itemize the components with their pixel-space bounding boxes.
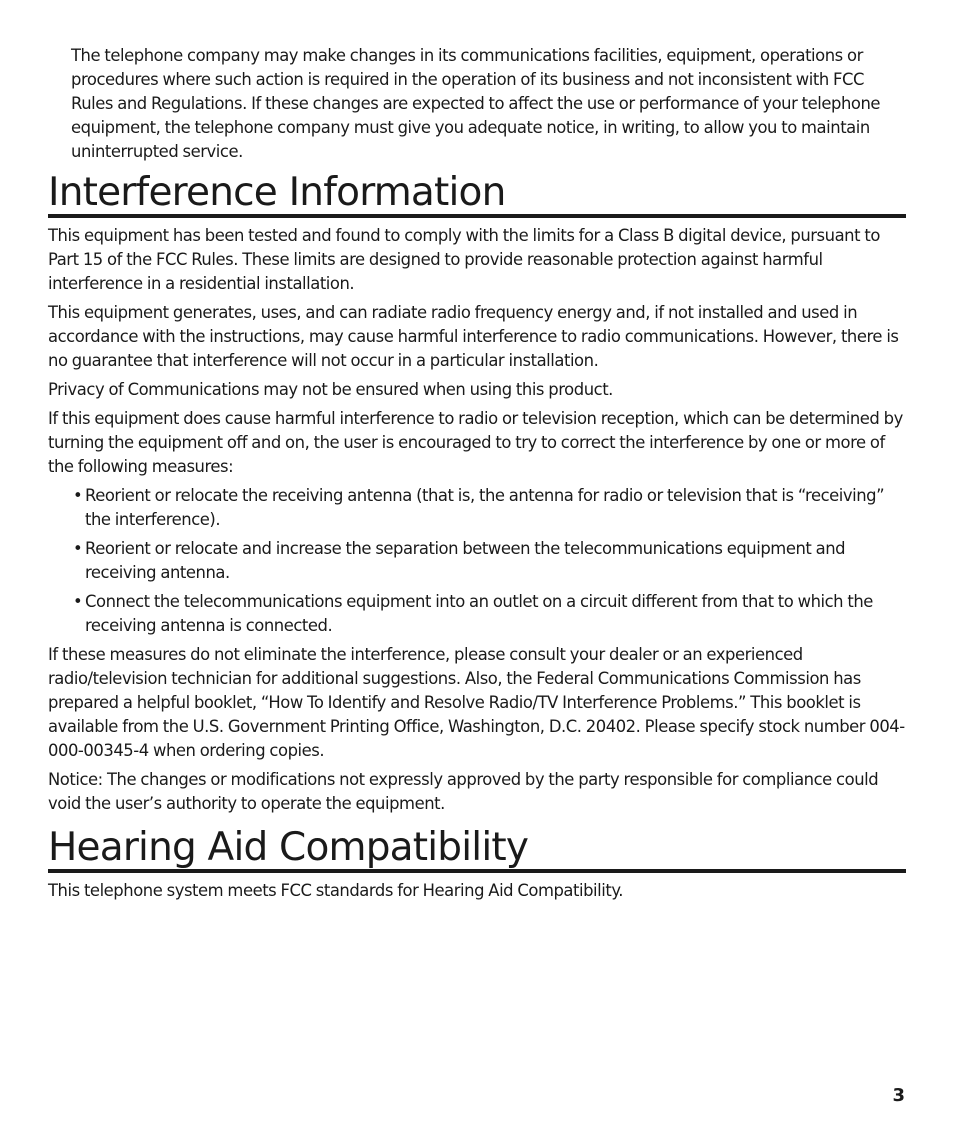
hearing-aid-paragraph: This telephone system meets FCC standards for Hearing Aid Compatibility. — [48, 881, 624, 900]
list-item-text: Reorient or relocate the receiving antenna (that is, the antenna for radio or television that is “receiving” the interference). — [85, 486, 885, 529]
interference-heading: Interference Information — [48, 172, 906, 218]
interference-paragraph-4: If this equipment does cause harmful interference to radio or television reception, which can be determined by turning the equipment off and on, the user is encouraged to try to correct the interference by one or more of the following measures: — [48, 409, 903, 476]
list-item-text: Connect the telecommunications equipment into an outlet on a circuit different from that to which the receiving antenna is connected. — [85, 592, 873, 635]
list-item-text: Reorient or relocate and increase the separation between the telecommunications equipment and receiving antenna. — [85, 539, 846, 582]
interference-paragraph-6: Notice: The changes or modifications not expressly approved by the party responsible for compliance could void the user’s authority to operate the equipment. — [48, 770, 879, 813]
page-number: 3 — [892, 1085, 905, 1106]
document-page — [48, 44, 906, 908]
bullet-icon: • — [73, 486, 83, 505]
bullet-icon: • — [73, 592, 83, 611]
measures-list — [48, 484, 906, 638]
interference-paragraph-2: This equipment generates, uses, and can radiate radio frequency energy and, if not installed and used in accordance with the instructions, may cause harmful interference to radio communications. However, there is no guarantee that interference will not occur in a particular installation. — [48, 303, 899, 370]
interference-paragraph-3: Privacy of Communications may not be ensured when using this product. — [48, 380, 613, 399]
bullet-icon: • — [73, 539, 83, 558]
hearing-aid-heading: Hearing Aid Compatibility — [48, 827, 906, 873]
interference-paragraph-1: This equipment has been tested and found to comply with the limits for a Class B digital device, pursuant to Part 15 of the FCC Rules. These limits are designed to provide reasonable protection against harmful interference in a residential installation. — [48, 226, 880, 293]
list-item — [73, 484, 906, 532]
list-item — [73, 537, 906, 585]
list-item — [73, 590, 906, 638]
intro-paragraph: The telephone company may make changes in its communications facilities, equipment, operations or procedures where such action is required in the operation of its business and not inconsistent with FCC Rules and Regulations. If these changes are expected to affect the use or performance of your telephone equipment, the telephone company must give you adequate notice, in writing, to allow you to maintain uninterrupted service. — [71, 46, 881, 161]
interference-paragraph-5: If these measures do not eliminate the interference, please consult your dealer or an experienced radio/television technician for additional suggestions. Also, the Federal Communications Commission has prepared a helpful booklet, “How To Identify and Resolve Radio/TV Interference Problems.” This booklet is available from the U.S. Government Printing Office, Washington, D.C. 20402. Please specify stock number 004-000-00345-4 when ordering copies. — [48, 645, 905, 760]
